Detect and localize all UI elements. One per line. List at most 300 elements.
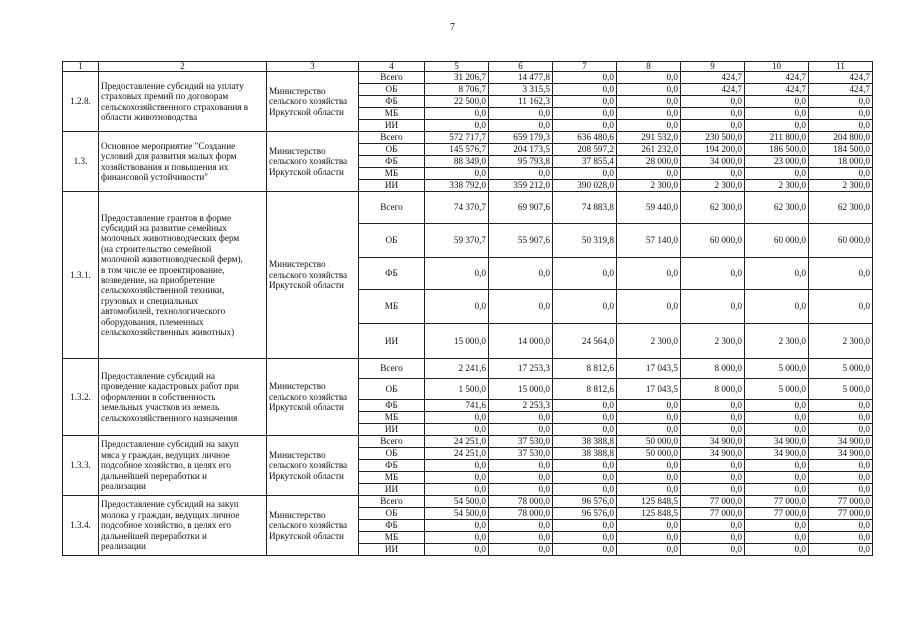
item-name-line: сельскохозяйственных животных) bbox=[101, 327, 235, 338]
amount-cell: 0,0 bbox=[553, 460, 617, 472]
amount-cell: 8 000,0 bbox=[681, 379, 745, 400]
item-name-line: субсидий на развитие семейных bbox=[101, 222, 227, 233]
amount-cell: 11 162,3 bbox=[489, 96, 553, 108]
funding-source: ОБ bbox=[359, 448, 425, 460]
item-name-line: реализации bbox=[101, 481, 146, 492]
item-name-line: Предоставление субсидий на уплату bbox=[101, 80, 244, 91]
responsible-body-line: сельского хозяйства bbox=[269, 391, 348, 402]
funding-source: МБ bbox=[359, 532, 425, 544]
amount-cell: 2 300,0 bbox=[809, 180, 873, 192]
responsible-body-line: Иркутской области bbox=[269, 106, 344, 117]
responsible-body-line: Иркутской области bbox=[269, 402, 344, 413]
amount-cell: 55 907,6 bbox=[489, 224, 553, 258]
item-name-line: оформлении в собственность bbox=[101, 391, 216, 402]
amount-cell: 211 800,0 bbox=[745, 132, 809, 144]
amount-cell: 62 300,0 bbox=[681, 192, 745, 224]
amount-cell: 50 000,0 bbox=[617, 448, 681, 460]
amount-cell: 0,0 bbox=[809, 290, 873, 324]
amount-cell: 0,0 bbox=[553, 532, 617, 544]
funding-source: ОБ bbox=[359, 379, 425, 400]
amount-cell: 34 900,0 bbox=[745, 436, 809, 448]
amount-cell: 96 576,0 bbox=[553, 496, 617, 508]
amount-cell: 2 241,6 bbox=[425, 359, 489, 379]
amount-cell: 0,0 bbox=[553, 120, 617, 132]
item-code: 1.3.4. bbox=[63, 496, 99, 556]
amount-cell: 28 000,0 bbox=[617, 156, 681, 168]
funding-source: Всего bbox=[359, 496, 425, 508]
amount-cell: 0,0 bbox=[617, 520, 681, 532]
amount-cell: 0,0 bbox=[681, 108, 745, 120]
table-row bbox=[63, 359, 873, 379]
item-name-line: (на строительство семейной bbox=[101, 243, 212, 254]
item-name-line: молочных животноводческих ферм bbox=[101, 233, 240, 244]
amount-cell: 390 028,0 bbox=[553, 180, 617, 192]
amount-cell: 184 500,0 bbox=[809, 144, 873, 156]
amount-cell: 0,0 bbox=[425, 532, 489, 544]
amount-cell: 0,0 bbox=[809, 258, 873, 290]
amount-cell: 0,0 bbox=[617, 424, 681, 436]
amount-cell: 230 500,0 bbox=[681, 132, 745, 144]
amount-cell: 0,0 bbox=[809, 544, 873, 556]
amount-cell: 291 532,0 bbox=[617, 132, 681, 144]
amount-cell: 2 300,0 bbox=[809, 324, 873, 359]
amount-cell: 78 000,0 bbox=[489, 496, 553, 508]
amount-cell: 0,0 bbox=[489, 424, 553, 436]
amount-cell: 0,0 bbox=[489, 472, 553, 484]
amount-cell: 0,0 bbox=[553, 544, 617, 556]
responsible-body bbox=[267, 72, 359, 132]
item-name bbox=[99, 192, 267, 359]
funding-source: Всего bbox=[359, 192, 425, 224]
amount-cell: 0,0 bbox=[809, 108, 873, 120]
amount-cell: 2 300,0 bbox=[745, 324, 809, 359]
item-name-line: области животноводства bbox=[101, 111, 198, 122]
amount-cell: 261 232,0 bbox=[617, 144, 681, 156]
amount-cell: 50 000,0 bbox=[617, 436, 681, 448]
amount-cell: 0,0 bbox=[489, 120, 553, 132]
item-name-line: реализации bbox=[101, 541, 146, 552]
amount-cell: 0,0 bbox=[425, 108, 489, 120]
amount-cell: 57 140,0 bbox=[617, 224, 681, 258]
amount-cell: 14 477,8 bbox=[489, 72, 553, 84]
amount-cell: 34 900,0 bbox=[745, 448, 809, 460]
amount-cell: 15 000,0 bbox=[425, 324, 489, 359]
amount-cell: 0,0 bbox=[681, 532, 745, 544]
amount-cell: 0,0 bbox=[553, 520, 617, 532]
column-number: 7 bbox=[553, 62, 617, 72]
funding-source: ИИ bbox=[359, 324, 425, 359]
amount-cell: 424,7 bbox=[681, 72, 745, 84]
amount-cell: 0,0 bbox=[425, 544, 489, 556]
column-number: 3 bbox=[267, 62, 359, 72]
amount-cell: 0,0 bbox=[745, 400, 809, 412]
amount-cell: 74 370,7 bbox=[425, 192, 489, 224]
amount-cell: 37 530,0 bbox=[489, 436, 553, 448]
amount-cell: 424,7 bbox=[809, 72, 873, 84]
amount-cell: 0,0 bbox=[617, 168, 681, 180]
item-code: 1.3.1. bbox=[63, 192, 99, 359]
amount-cell: 34 900,0 bbox=[681, 436, 745, 448]
amount-cell: 0,0 bbox=[681, 168, 745, 180]
amount-cell: 0,0 bbox=[617, 258, 681, 290]
item-name-line: молочной животноводческой ферм), bbox=[101, 254, 243, 265]
amount-cell: 0,0 bbox=[425, 258, 489, 290]
amount-cell: 0,0 bbox=[745, 424, 809, 436]
item-name-line: проведение кадастровых работ при bbox=[101, 381, 239, 392]
amount-cell: 0,0 bbox=[809, 460, 873, 472]
amount-cell: 0,0 bbox=[489, 484, 553, 496]
column-number: 5 bbox=[425, 62, 489, 72]
table-row bbox=[63, 496, 873, 508]
amount-cell: 2 300,0 bbox=[617, 180, 681, 192]
amount-cell: 0,0 bbox=[425, 120, 489, 132]
item-name-line: грузовых и специальных bbox=[101, 295, 199, 306]
funding-source: ОБ bbox=[359, 508, 425, 520]
amount-cell: 0,0 bbox=[745, 168, 809, 180]
funding-source: МБ bbox=[359, 290, 425, 324]
funding-source: ФБ bbox=[359, 96, 425, 108]
page-number: 7 bbox=[450, 22, 455, 33]
item-name-line: мяса у граждан, ведущих личное bbox=[101, 449, 230, 460]
amount-cell: 145 576,7 bbox=[425, 144, 489, 156]
item-name-line: земельных участков из земель bbox=[101, 402, 220, 413]
amount-cell: 95 793,8 bbox=[489, 156, 553, 168]
funding-source: Всего bbox=[359, 436, 425, 448]
amount-cell: 18 000,0 bbox=[809, 156, 873, 168]
item-name-line: дальнейшей переработки и bbox=[101, 470, 207, 481]
responsible-body-line: Министерство bbox=[269, 381, 326, 392]
funding-source: МБ bbox=[359, 412, 425, 424]
amount-cell: 0,0 bbox=[809, 472, 873, 484]
amount-cell: 0,0 bbox=[489, 108, 553, 120]
funding-source: ФБ bbox=[359, 520, 425, 532]
item-name bbox=[99, 132, 267, 192]
amount-cell: 0,0 bbox=[425, 424, 489, 436]
funding-source: ФБ bbox=[359, 156, 425, 168]
amount-cell: 37 530,0 bbox=[489, 448, 553, 460]
amount-cell: 0,0 bbox=[489, 532, 553, 544]
amount-cell: 5 000,0 bbox=[745, 359, 809, 379]
amount-cell: 54 500,0 bbox=[425, 496, 489, 508]
responsible-body bbox=[267, 496, 359, 556]
amount-cell: 24 251,0 bbox=[425, 448, 489, 460]
column-number: 11 bbox=[809, 62, 873, 72]
amount-cell: 0,0 bbox=[681, 484, 745, 496]
amount-cell: 60 000,0 bbox=[809, 224, 873, 258]
amount-cell: 17 043,5 bbox=[617, 359, 681, 379]
amount-cell: 8 812,6 bbox=[553, 379, 617, 400]
amount-cell: 0,0 bbox=[425, 412, 489, 424]
column-number: 1 bbox=[63, 62, 99, 72]
item-name-line: сельскохозяйственного назначения bbox=[101, 412, 238, 423]
amount-cell: 5 000,0 bbox=[809, 379, 873, 400]
table-row bbox=[63, 72, 873, 84]
column-number-row bbox=[63, 62, 873, 72]
amount-cell: 77 000,0 bbox=[745, 496, 809, 508]
amount-cell: 8 000,0 bbox=[681, 359, 745, 379]
responsible-body-line: Министерство bbox=[269, 509, 326, 520]
amount-cell: 88 349,0 bbox=[425, 156, 489, 168]
item-name-line: молока у граждан, ведущих личное bbox=[101, 509, 240, 520]
item-name-line: Предоставление грантов в форме bbox=[101, 212, 232, 223]
amount-cell: 0,0 bbox=[489, 412, 553, 424]
column-number: 10 bbox=[745, 62, 809, 72]
amount-cell: 0,0 bbox=[681, 520, 745, 532]
amount-cell: 77 000,0 bbox=[681, 508, 745, 520]
funding-source: ИИ bbox=[359, 484, 425, 496]
amount-cell: 77 000,0 bbox=[745, 508, 809, 520]
amount-cell: 0,0 bbox=[425, 460, 489, 472]
item-name-line: Предоставление субсидий на bbox=[101, 370, 215, 381]
item-name bbox=[99, 72, 267, 132]
responsible-body-line: сельского хозяйства bbox=[269, 269, 348, 280]
funding-source: ОБ bbox=[359, 224, 425, 258]
funding-source: Всего bbox=[359, 72, 425, 84]
amount-cell: 5 000,0 bbox=[809, 359, 873, 379]
amount-cell: 0,0 bbox=[809, 96, 873, 108]
responsible-body-line: Министерство bbox=[269, 449, 326, 460]
amount-cell: 77 000,0 bbox=[809, 508, 873, 520]
amount-cell: 69 907,6 bbox=[489, 192, 553, 224]
responsible-body bbox=[267, 359, 359, 436]
amount-cell: 359 212,0 bbox=[489, 180, 553, 192]
table-row bbox=[63, 436, 873, 448]
responsible-body-line: Иркутской области bbox=[269, 166, 344, 177]
amount-cell: 8 706,7 bbox=[425, 84, 489, 96]
amount-cell: 0,0 bbox=[425, 520, 489, 532]
amount-cell: 338 792,0 bbox=[425, 180, 489, 192]
amount-cell: 0,0 bbox=[681, 460, 745, 472]
item-name-line: подсобное хозяйство, в целях его bbox=[101, 520, 231, 531]
item-name bbox=[99, 359, 267, 436]
amount-cell: 1 500,0 bbox=[425, 379, 489, 400]
amount-cell: 77 000,0 bbox=[681, 496, 745, 508]
amount-cell: 204 173,5 bbox=[489, 144, 553, 156]
amount-cell: 0,0 bbox=[617, 412, 681, 424]
amount-cell: 0,0 bbox=[745, 96, 809, 108]
item-name-line: сельскохозяйственной техники, bbox=[101, 285, 225, 296]
amount-cell: 0,0 bbox=[809, 520, 873, 532]
amount-cell: 54 500,0 bbox=[425, 508, 489, 520]
responsible-body-line: Министерство bbox=[269, 85, 326, 96]
amount-cell: 0,0 bbox=[553, 108, 617, 120]
funding-source: ОБ bbox=[359, 84, 425, 96]
funding-source: МБ bbox=[359, 472, 425, 484]
table-row bbox=[63, 192, 873, 224]
amount-cell: 74 883,8 bbox=[553, 192, 617, 224]
amount-cell: 0,0 bbox=[681, 96, 745, 108]
column-number: 6 bbox=[489, 62, 553, 72]
item-name-line: оборудования, племенных bbox=[101, 316, 204, 327]
amount-cell: 38 388,8 bbox=[553, 436, 617, 448]
column-number: 8 bbox=[617, 62, 681, 72]
amount-cell: 0,0 bbox=[489, 544, 553, 556]
amount-cell: 0,0 bbox=[617, 84, 681, 96]
amount-cell: 8 812,6 bbox=[553, 359, 617, 379]
amount-cell: 572 717,7 bbox=[425, 132, 489, 144]
amount-cell: 0,0 bbox=[681, 400, 745, 412]
funding-source: ИИ bbox=[359, 424, 425, 436]
amount-cell: 636 480,6 bbox=[553, 132, 617, 144]
responsible-body-line: Иркутской области bbox=[269, 530, 344, 541]
item-name-line: Предоставление субсидий на закуп bbox=[101, 439, 239, 450]
amount-cell: 0,0 bbox=[745, 290, 809, 324]
funding-source: МБ bbox=[359, 108, 425, 120]
funding-source: ФБ bbox=[359, 258, 425, 290]
amount-cell: 2 300,0 bbox=[617, 324, 681, 359]
amount-cell: 0,0 bbox=[489, 290, 553, 324]
amount-cell: 0,0 bbox=[425, 472, 489, 484]
amount-cell: 60 000,0 bbox=[681, 224, 745, 258]
amount-cell: 0,0 bbox=[553, 168, 617, 180]
funding-source: Всего bbox=[359, 359, 425, 379]
amount-cell: 0,0 bbox=[553, 472, 617, 484]
amount-cell: 0,0 bbox=[553, 400, 617, 412]
amount-cell: 0,0 bbox=[425, 168, 489, 180]
amount-cell: 15 000,0 bbox=[489, 379, 553, 400]
amount-cell: 59 440,0 bbox=[617, 192, 681, 224]
item-name-line: Основное мероприятие "Создание bbox=[101, 140, 236, 151]
amount-cell: 125 848,5 bbox=[617, 508, 681, 520]
amount-cell: 0,0 bbox=[745, 544, 809, 556]
amount-cell: 96 576,0 bbox=[553, 508, 617, 520]
amount-cell: 0,0 bbox=[745, 460, 809, 472]
amount-cell: 0,0 bbox=[681, 472, 745, 484]
amount-cell: 34 900,0 bbox=[681, 448, 745, 460]
amount-cell: 0,0 bbox=[617, 290, 681, 324]
table-body bbox=[63, 62, 873, 556]
amount-cell: 0,0 bbox=[809, 484, 873, 496]
amount-cell: 0,0 bbox=[617, 532, 681, 544]
amount-cell: 208 597,2 bbox=[553, 144, 617, 156]
column-number: 9 bbox=[681, 62, 745, 72]
amount-cell: 31 206,7 bbox=[425, 72, 489, 84]
amount-cell: 0,0 bbox=[489, 258, 553, 290]
item-name bbox=[99, 436, 267, 496]
amount-cell: 0,0 bbox=[489, 460, 553, 472]
item-name-line: условий для развития малых форм bbox=[101, 151, 237, 162]
responsible-body-line: Иркутской области bbox=[269, 280, 344, 291]
funding-source: ФБ bbox=[359, 460, 425, 472]
amount-cell: 0,0 bbox=[617, 472, 681, 484]
item-name bbox=[99, 496, 267, 556]
amount-cell: 34 900,0 bbox=[809, 448, 873, 460]
amount-cell: 0,0 bbox=[425, 484, 489, 496]
amount-cell: 0,0 bbox=[809, 120, 873, 132]
amount-cell: 125 848,5 bbox=[617, 496, 681, 508]
responsible-body-line: сельского хозяйства bbox=[269, 460, 348, 471]
amount-cell: 0,0 bbox=[425, 290, 489, 324]
budget-table bbox=[62, 61, 873, 556]
amount-cell: 24 564,0 bbox=[553, 324, 617, 359]
amount-cell: 37 855,4 bbox=[553, 156, 617, 168]
amount-cell: 659 179,3 bbox=[489, 132, 553, 144]
responsible-body bbox=[267, 192, 359, 359]
item-code: 1.3.3. bbox=[63, 436, 99, 496]
funding-source: ОБ bbox=[359, 144, 425, 156]
amount-cell: 59 370,7 bbox=[425, 224, 489, 258]
amount-cell: 2 300,0 bbox=[681, 324, 745, 359]
item-name-line: страховых премий по договорам bbox=[101, 91, 229, 102]
responsible-body bbox=[267, 132, 359, 192]
funding-source: ИИ bbox=[359, 180, 425, 192]
amount-cell: 14 000,0 bbox=[489, 324, 553, 359]
amount-cell: 0,0 bbox=[745, 484, 809, 496]
amount-cell: 194 200,0 bbox=[681, 144, 745, 156]
responsible-body bbox=[267, 436, 359, 496]
item-code: 1.3. bbox=[63, 132, 99, 192]
amount-cell: 17 043,5 bbox=[617, 379, 681, 400]
amount-cell: 0,0 bbox=[553, 84, 617, 96]
funding-source: ИИ bbox=[359, 544, 425, 556]
amount-cell: 0,0 bbox=[745, 108, 809, 120]
amount-cell: 2 300,0 bbox=[681, 180, 745, 192]
amount-cell: 0,0 bbox=[809, 400, 873, 412]
amount-cell: 0,0 bbox=[553, 290, 617, 324]
amount-cell: 0,0 bbox=[617, 400, 681, 412]
amount-cell: 0,0 bbox=[553, 484, 617, 496]
amount-cell: 62 300,0 bbox=[809, 192, 873, 224]
amount-cell: 0,0 bbox=[681, 290, 745, 324]
item-code: 1.3.2. bbox=[63, 359, 99, 436]
amount-cell: 424,7 bbox=[745, 84, 809, 96]
amount-cell: 0,0 bbox=[809, 532, 873, 544]
item-name-line: сельскохозяйственного страхования в bbox=[101, 101, 249, 112]
item-name-line: финансовой устойчивости" bbox=[101, 171, 209, 182]
amount-cell: 0,0 bbox=[553, 72, 617, 84]
amount-cell: 0,0 bbox=[489, 520, 553, 532]
amount-cell: 0,0 bbox=[617, 108, 681, 120]
amount-cell: 0,0 bbox=[553, 96, 617, 108]
amount-cell: 0,0 bbox=[809, 168, 873, 180]
amount-cell: 0,0 bbox=[617, 460, 681, 472]
amount-cell: 0,0 bbox=[745, 412, 809, 424]
amount-cell: 34 900,0 bbox=[809, 436, 873, 448]
amount-cell: 204 800,0 bbox=[809, 132, 873, 144]
amount-cell: 0,0 bbox=[553, 258, 617, 290]
amount-cell: 0,0 bbox=[553, 412, 617, 424]
item-name-line: возведение, на приобретение bbox=[101, 275, 215, 285]
item-name-line: подсобное хозяйство, в целях его bbox=[101, 460, 231, 471]
amount-cell: 0,0 bbox=[681, 258, 745, 290]
responsible-body-line: Иркутской области bbox=[269, 470, 344, 481]
amount-cell: 34 000,0 bbox=[681, 156, 745, 168]
amount-cell: 0,0 bbox=[617, 544, 681, 556]
item-code: 1.2.8. bbox=[63, 72, 99, 132]
item-name-line: Предоставление субсидий на закуп bbox=[101, 499, 239, 510]
column-number: 4 bbox=[359, 62, 425, 72]
amount-cell: 0,0 bbox=[617, 96, 681, 108]
funding-source: Всего bbox=[359, 132, 425, 144]
amount-cell: 0,0 bbox=[809, 424, 873, 436]
responsible-body-line: Министерство bbox=[269, 145, 326, 156]
amount-cell: 60 000,0 bbox=[745, 224, 809, 258]
item-name-line: в том числе ее проектирование, bbox=[101, 264, 225, 275]
amount-cell: 0,0 bbox=[617, 120, 681, 132]
amount-cell: 22 500,0 bbox=[425, 96, 489, 108]
column-number: 2 bbox=[99, 62, 267, 72]
amount-cell: 2 253,3 bbox=[489, 400, 553, 412]
amount-cell: 0,0 bbox=[681, 544, 745, 556]
amount-cell: 186 500,0 bbox=[745, 144, 809, 156]
amount-cell: 0,0 bbox=[617, 484, 681, 496]
amount-cell: 0,0 bbox=[745, 532, 809, 544]
amount-cell: 23 000,0 bbox=[745, 156, 809, 168]
amount-cell: 0,0 bbox=[745, 520, 809, 532]
amount-cell: 0,0 bbox=[809, 412, 873, 424]
amount-cell: 0,0 bbox=[681, 120, 745, 132]
funding-source: МБ bbox=[359, 168, 425, 180]
